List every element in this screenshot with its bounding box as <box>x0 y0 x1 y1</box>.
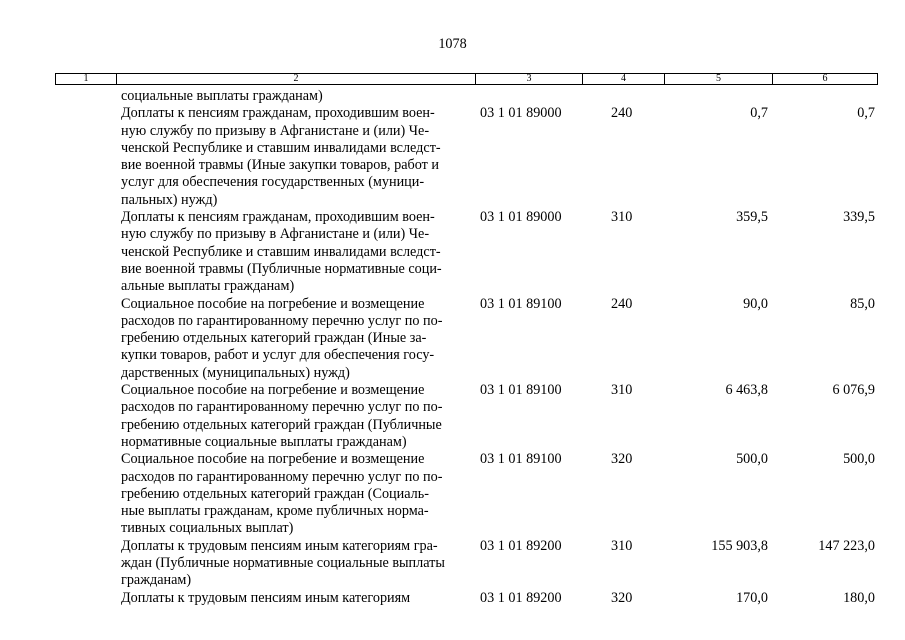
row-expense-type: 310 <box>611 209 633 226</box>
row-code: 03 1 01 89100 <box>480 451 562 468</box>
table-header-row <box>55 73 878 85</box>
row-code: 03 1 01 89000 <box>480 209 562 226</box>
row-value-col6: 500,0 <box>843 451 875 468</box>
table-row <box>0 88 905 105</box>
row-description: Социальное пособие на погребение и возмещение расходов по гарантированному перечню услуг по по- гребению отдельных категорий граждан (Социаль- ные выплаты гражданам, кроме публичных норма- тивных социальных выплат) <box>121 451 443 537</box>
page-number: 1078 <box>438 36 467 52</box>
row-description: Доплаты к трудовым пенсиям иным категориям гра- ждан (Публичные нормативные социальные выплаты гражданам) <box>121 537 445 589</box>
table-row <box>0 451 905 537</box>
table-row <box>0 590 905 607</box>
row-value-col6: 180,0 <box>843 589 875 606</box>
row-description: Социальное пособие на погребение и возмещение расходов по гарантированному перечню услуг по по- гребению отдельных категорий граждан (Иные за- купки товаров, работ и услуг для обеспечения госу- дарственных (муниципальных) нужд) <box>121 295 443 381</box>
row-value-col6: 339,5 <box>843 209 875 226</box>
row-value-col5: 170,0 <box>736 589 768 606</box>
row-expense-type: 320 <box>611 589 633 606</box>
header-col-2: 2 <box>117 74 476 84</box>
row-description: социальные выплаты гражданам) <box>121 88 323 104</box>
row-value-col6: 0,7 <box>857 105 875 122</box>
row-value-col5: 359,5 <box>736 209 768 226</box>
table-row <box>0 538 905 590</box>
row-value-col6: 85,0 <box>850 295 875 312</box>
row-value-col5: 500,0 <box>736 451 768 468</box>
header-col-3: 3 <box>476 74 583 84</box>
row-code: 03 1 01 89200 <box>480 589 562 606</box>
row-description: Доплаты к пенсиям гражданам, проходившим воен- ную службу по призыву в Афганистане и (или) Че- ченской Республике и ставшим инвалидами вследст- вие военной травмы (Публичные нормативные соци- альные выплаты гражданам) <box>121 209 442 295</box>
header-col-6: 6 <box>822 73 828 84</box>
table-body <box>0 88 905 607</box>
row-expense-type: 320 <box>611 451 633 468</box>
table-row <box>0 296 905 382</box>
row-expense-type: 240 <box>611 295 633 312</box>
row-description: Доплаты к трудовым пенсиям иным категориям <box>121 589 411 606</box>
row-value-col6: 6 076,9 <box>832 382 875 399</box>
header-col-5: 5 <box>665 74 773 84</box>
header-col-4: 4 <box>583 74 665 84</box>
row-value-col5: 0,7 <box>750 105 768 122</box>
row-value-col5: 155 903,8 <box>711 537 768 554</box>
row-description: Доплаты к пенсиям гражданам, проходившим воен- ную службу по призыву в Афганистане и (или) Че- ченской Республике и ставшим инвалидами вследст- вие военной травмы (Иные закупки товаров, работ и услуг для обеспечения государственных (муници- пальных) нужд) <box>121 105 441 208</box>
row-code: 03 1 01 89100 <box>480 295 562 312</box>
table-row <box>0 209 905 295</box>
table-row <box>0 382 905 451</box>
header-col-1: 1 <box>56 74 117 84</box>
table-row <box>0 105 905 209</box>
row-expense-type: 240 <box>611 105 633 122</box>
row-description: Социальное пособие на погребение и возмещение расходов по гарантированному перечню услуг по по- гребению отдельных категорий граждан (Публичные нормативные социальные выплаты гражданам) <box>121 382 443 450</box>
row-code: 03 1 01 89200 <box>480 537 562 554</box>
row-expense-type: 310 <box>611 382 633 399</box>
row-value-col6: 147 223,0 <box>818 537 875 554</box>
row-code: 03 1 01 89100 <box>480 382 562 399</box>
row-value-col5: 6 463,8 <box>725 382 768 399</box>
row-expense-type: 310 <box>611 537 633 554</box>
row-code: 03 1 01 89000 <box>480 105 562 122</box>
row-value-col5: 90,0 <box>743 295 768 312</box>
